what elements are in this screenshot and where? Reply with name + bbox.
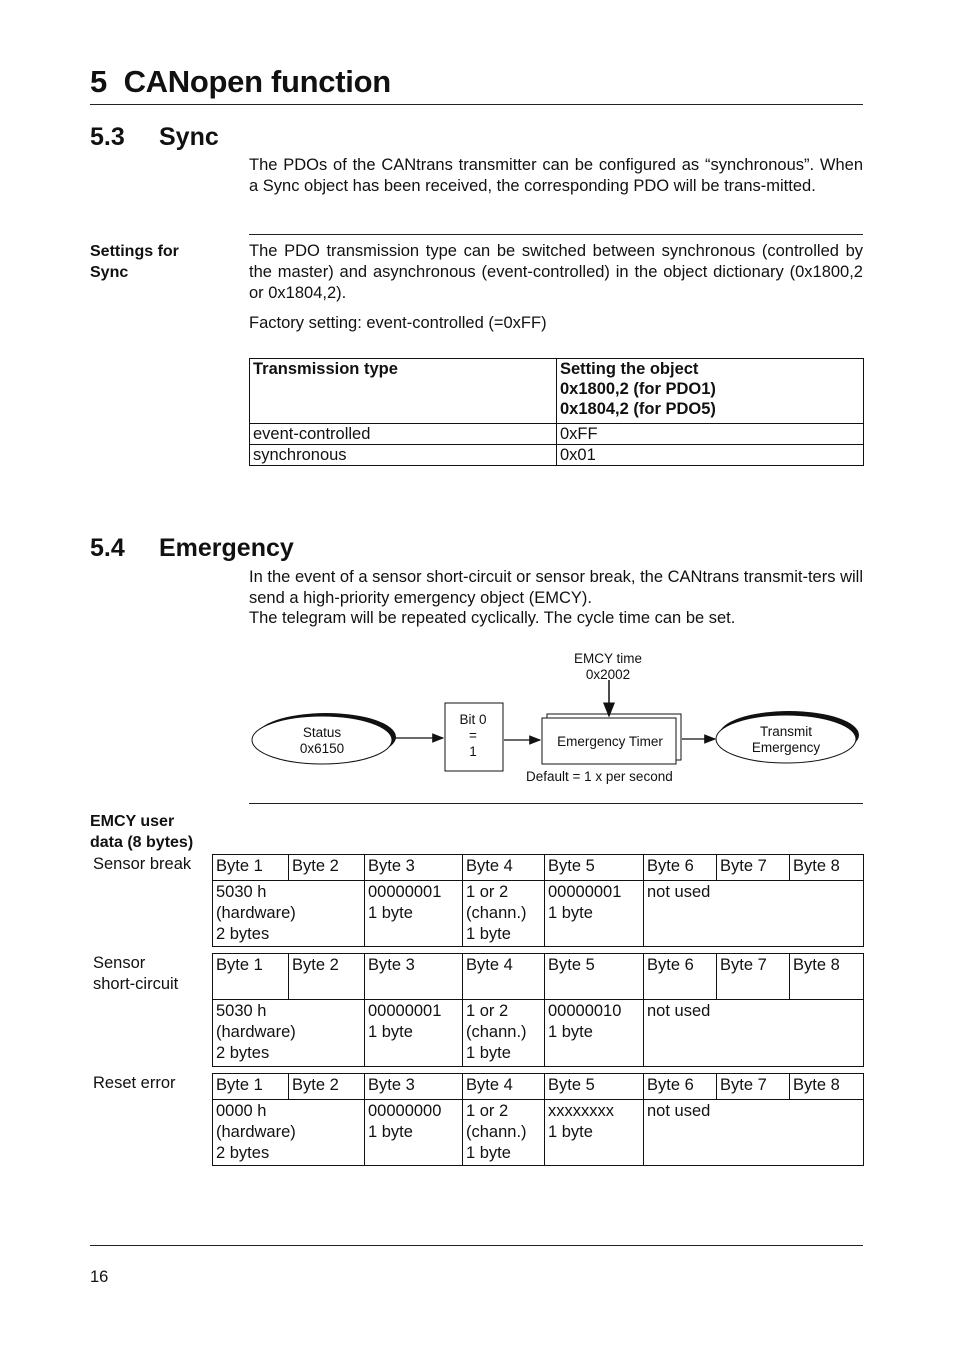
byte-header-cell: Byte 7 bbox=[717, 1074, 790, 1100]
byte-header-cell: Byte 8 bbox=[790, 855, 864, 881]
byte-header-cell: Byte 5 bbox=[545, 855, 644, 881]
table-cell: synchronous bbox=[250, 445, 557, 466]
byte-header-cell: Byte 5 bbox=[545, 1074, 644, 1100]
header-setting-object: Setting the object 0x1800,2 (for PDO1) 0x1804,2 (for PDO5) bbox=[557, 359, 864, 424]
byte-header-cell: Byte 3 bbox=[365, 855, 463, 881]
byte-header-cell: Byte 1 bbox=[213, 855, 289, 881]
byte-data-row bbox=[213, 1000, 864, 1067]
factory-setting: Factory setting: event-controlled (=0xFF) bbox=[249, 314, 547, 332]
byte-data-cell: not used bbox=[644, 1000, 864, 1067]
emergency-paragraph-2: The telegram will be repeated cyclically. The cycle time can be set. bbox=[249, 609, 736, 627]
sync-rule bbox=[249, 234, 863, 235]
emcy-byte-table bbox=[212, 854, 864, 947]
byte-header-cell: Byte 6 bbox=[644, 954, 717, 1000]
byte-header-cell: Byte 7 bbox=[717, 855, 790, 881]
emcy-time-text: EMCY time 0x2002 bbox=[573, 651, 642, 682]
byte-header-row bbox=[213, 954, 864, 1000]
byte-header-cell: Byte 7 bbox=[717, 954, 790, 1000]
emcy-byte-table bbox=[212, 953, 864, 1067]
status-text: Status 0x6150 bbox=[299, 725, 345, 756]
bit-text: Bit 0 = 1 bbox=[459, 712, 487, 759]
chapter-title-text: CANopen function bbox=[123, 64, 391, 99]
byte-header-cell: Byte 4 bbox=[463, 954, 545, 1000]
byte-data-cell: 1 or 2 (chann.) 1 byte bbox=[463, 1100, 545, 1166]
byte-data-cell: 1 or 2 (chann.) 1 byte bbox=[463, 881, 545, 947]
byte-header-cell: Byte 3 bbox=[365, 1074, 463, 1100]
default-text: Default = 1 x per second bbox=[526, 769, 673, 784]
sync-intro: The PDOs of the CANtrans transmitter can be configured as “synchronous”. When a Sync object has been received, the corresponding PDO will be trans-mitted. bbox=[249, 156, 863, 195]
header-transmission-type: Transmission type bbox=[250, 359, 557, 424]
byte-header-cell: Byte 8 bbox=[790, 1074, 864, 1100]
byte-header-cell: Byte 5 bbox=[545, 954, 644, 1000]
byte-data-cell: 00000000 1 byte bbox=[365, 1100, 463, 1166]
byte-header-cell: Byte 4 bbox=[463, 1074, 545, 1100]
byte-header-cell: Byte 2 bbox=[289, 1074, 365, 1100]
section-title-sync: Sync bbox=[159, 123, 219, 151]
byte-data-cell: 5030 h (hardware) 2 bytes bbox=[213, 1000, 365, 1067]
byte-header-cell: Byte 1 bbox=[213, 1074, 289, 1100]
chapter-rule bbox=[90, 104, 863, 105]
emergency-timer-text: Emergency Timer bbox=[557, 734, 663, 749]
chapter-number: 5 bbox=[90, 64, 107, 99]
emcy-row-label: Sensor break bbox=[93, 855, 192, 873]
transmit-emergency-text: Transmit Emergency bbox=[751, 724, 821, 755]
table-cell: 0x01 bbox=[557, 445, 864, 466]
chapter-title bbox=[90, 64, 391, 100]
byte-data-cell: 00000001 1 byte bbox=[545, 881, 644, 947]
settings-for-sync-label: Settings for Sync bbox=[90, 243, 179, 281]
byte-header-cell: Byte 4 bbox=[463, 855, 545, 881]
byte-data-cell: xxxxxxxx 1 byte bbox=[545, 1100, 644, 1166]
byte-header-cell: Byte 8 bbox=[790, 954, 864, 1000]
byte-header-cell: Byte 6 bbox=[644, 855, 717, 881]
byte-header-row bbox=[213, 1074, 864, 1100]
byte-data-cell: 1 or 2 (chann.) 1 byte bbox=[463, 1000, 545, 1067]
emcy-byte-table bbox=[212, 1073, 864, 1166]
emcy-row-label: Reset error bbox=[93, 1074, 176, 1092]
byte-header-cell: Byte 3 bbox=[365, 954, 463, 1000]
table-header-row bbox=[250, 359, 864, 424]
byte-data-cell: 00000010 1 byte bbox=[545, 1000, 644, 1067]
emcy-row-label: Sensor short-circuit bbox=[93, 954, 179, 993]
sync-settings-paragraph: The PDO transmission type can be switched between synchronous (controlled by the master) and asynchronous (event-controlled) in the object dictionary (0x1800,2 or 0x1804,2). bbox=[249, 242, 863, 302]
byte-header-cell: Byte 2 bbox=[289, 855, 365, 881]
byte-data-cell: 00000001 1 byte bbox=[365, 881, 463, 947]
byte-data-cell: not used bbox=[644, 1100, 864, 1166]
emergency-paragraph-1: In the event of a sensor short-circuit or sensor break, the CANtrans transmit-ters will send a high-priority emergency object (EMCY). bbox=[249, 568, 863, 607]
byte-header-cell: Byte 2 bbox=[289, 954, 365, 1000]
table-row bbox=[250, 445, 864, 466]
byte-data-cell: 5030 h (hardware) 2 bytes bbox=[213, 881, 365, 947]
byte-header-cell: Byte 6 bbox=[644, 1074, 717, 1100]
table-cell: event-controlled bbox=[250, 424, 557, 445]
byte-header-row bbox=[213, 855, 864, 881]
section-title-emergency: Emergency bbox=[159, 534, 294, 562]
byte-header-cell: Byte 1 bbox=[213, 954, 289, 1000]
transmission-type-table bbox=[249, 358, 864, 466]
byte-data-row bbox=[213, 881, 864, 947]
section-number-emergency: 5.4 bbox=[90, 534, 125, 562]
section-number-sync: 5.3 bbox=[90, 123, 125, 151]
byte-data-cell: 0000 h (hardware) 2 bytes bbox=[213, 1100, 365, 1166]
page-number: 16 bbox=[90, 1268, 109, 1286]
diagram-rule bbox=[249, 803, 863, 804]
emcy-user-data-label: EMCY user data (8 bytes) bbox=[90, 813, 194, 851]
footer-rule bbox=[90, 1245, 863, 1246]
byte-data-row bbox=[213, 1100, 864, 1166]
table-row bbox=[250, 424, 864, 445]
table-cell: 0xFF bbox=[557, 424, 864, 445]
byte-data-cell: 00000001 1 byte bbox=[365, 1000, 463, 1067]
byte-data-cell: not used bbox=[644, 881, 864, 947]
